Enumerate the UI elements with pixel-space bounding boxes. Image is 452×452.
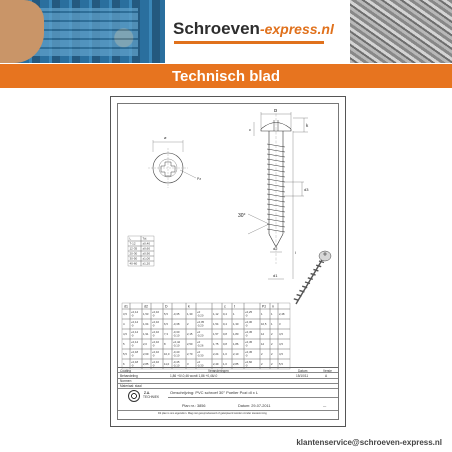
logo-suffix-text: -express.nl: [259, 21, 334, 37]
dimension-table-cell: -0,45: [173, 360, 180, 364]
dimension-table-cell: -0: [131, 363, 134, 368]
dimension-table-cell: -0: [131, 313, 134, 318]
length-table-cell: 7-12: [129, 241, 136, 246]
dimension-table-cell: 2: [271, 362, 273, 366]
dimension-table-cell: -0: [131, 353, 134, 358]
footer-email-link[interactable]: klantenservice@schroeven-express.nl: [296, 438, 442, 447]
dimension-table-cell: -0: [131, 333, 134, 338]
dimension-table-cell: +0,10: [152, 310, 160, 314]
dimension-table-cell: -0,35: [173, 312, 180, 316]
plan-date: Datum: 29-07-2011: [238, 404, 271, 408]
dimension-table-cell: 1,80: [233, 332, 239, 336]
screw-3d-illustration: [294, 251, 331, 304]
dimension-table-cell: 1,91: [143, 332, 149, 336]
dimension-table-cell: -0: [131, 323, 134, 328]
dimension-table-cell: 1,0: [223, 352, 227, 356]
dimension-table-header: D: [165, 304, 168, 309]
dimension-table-cell: 2,10: [233, 352, 239, 356]
head-top-view: [148, 140, 196, 188]
dimension-table-cell: +0,45: [245, 340, 253, 344]
length-table-cell: ±0,40: [142, 241, 150, 246]
dimension-table-cell: +0,18: [131, 350, 139, 354]
dimension-table-cell: -0,10: [173, 343, 180, 348]
length-table-cell: ±1,20: [142, 261, 150, 266]
dimension-table-cell: 3: [279, 322, 281, 326]
dimension-table-cell: -0: [245, 323, 248, 328]
dimension-table-cell: -0: [152, 333, 155, 338]
dimension-table-cell: +0,18: [131, 360, 139, 364]
angle-label: 30°: [238, 213, 246, 219]
dimension-table-cell: 1,30: [233, 322, 239, 326]
dimension-table-cell: -0: [152, 343, 155, 348]
length-table-header: L: [129, 236, 132, 241]
dimension-table-cell: 4: [123, 322, 125, 326]
dimension-table-cell: +0: [197, 310, 201, 314]
title-bar: [0, 64, 452, 88]
dimension-table-cell: 6: [123, 362, 125, 366]
title-block: [118, 367, 338, 419]
dimension-table-header: t: [234, 304, 235, 309]
dimension-table-cell: 2: [261, 362, 263, 366]
dimension-table-cell: 2,48: [279, 312, 285, 316]
dimension-table-cell: 2,15: [187, 332, 193, 336]
treatment-label: Behandeling: [120, 374, 138, 378]
dimension-table-cell: +0: [197, 360, 201, 364]
dimension-table-cell: 10,0: [164, 352, 170, 356]
dimension-table-cell: 1: [271, 312, 273, 316]
dimension-table-cell: 0,8: [223, 332, 227, 336]
dimension-table-cell: 0,8: [223, 342, 227, 346]
dimension-table-cell: 1: [271, 322, 273, 326]
dimension-table-cell: -0,10: [173, 353, 180, 358]
dimension-table-cell: +0,10: [152, 360, 160, 364]
coating-label: Coating: [120, 368, 131, 373]
version-value: A: [325, 374, 328, 378]
dimension-table-cell: 10,5: [261, 322, 267, 326]
dimension-table-cell: -0: [245, 363, 248, 368]
dim-d1-label: d1: [273, 273, 278, 278]
dimension-table-cell: -0,30: [197, 363, 204, 368]
page-title: Technisch blad: [171, 67, 281, 85]
date-label: Datum: [298, 368, 308, 373]
dimension-table-cell: +0,10: [152, 320, 160, 324]
length-table-cell: 20-30: [129, 251, 138, 256]
dimension-table-cell: 1,54: [213, 322, 219, 326]
screw-side-view: [248, 109, 308, 279]
dimension-table-cell: 4,5: [123, 332, 127, 336]
dimension-table-cell: -0,40: [173, 350, 180, 354]
dimension-table-cell: -0: [152, 353, 155, 358]
dimension-table-cell: +0: [197, 340, 201, 344]
dimension-table-cell: 6,5: [164, 322, 168, 326]
dimension-table-cell: +0,45: [245, 330, 253, 334]
dimension-table-cell: 8: [164, 342, 166, 346]
dimension-table-cell: 1,75: [213, 342, 219, 346]
dimension-table-header: Pz: [262, 304, 267, 309]
dimension-table-cell: 2,85: [233, 362, 239, 366]
dimension-table-cell: 1: [261, 312, 263, 316]
dimension-table-cell: -0: [152, 323, 155, 328]
dimension-table-cell: 1,57: [213, 332, 219, 336]
dimension-table-cell: 12: [261, 342, 265, 346]
sheet-number: —: [323, 404, 327, 408]
changes-label: Veranderingen: [208, 368, 229, 373]
dimension-table-cell: 4,5: [279, 342, 283, 346]
dimension-table-cell: 5: [123, 342, 125, 346]
dimension-table-cell: -0: [245, 313, 248, 318]
length-table-cell: 30-50: [129, 256, 138, 261]
dimension-table-cell: +0,10: [152, 340, 160, 344]
dimension-table-cell: 2,50: [187, 342, 193, 346]
dimension-table-header: k: [188, 304, 190, 309]
dimension-table-cell: 1,30: [187, 312, 193, 316]
dimension-table-cell: 3: [187, 362, 189, 366]
description: Omschrijving: PVC schroef 30° Poelier Pozi dl x L: [170, 390, 259, 395]
dim-k-label: k: [306, 123, 309, 128]
dimension-table-cell: -0,20: [197, 333, 204, 338]
dimension-table-cell: 1,64: [143, 322, 149, 326]
dimension-table-cell: +0,10: [152, 330, 160, 334]
dimension-table-cell: +0,30: [245, 320, 253, 324]
dim-l-label: l: [295, 250, 296, 255]
dimension-table-cell: 3,5: [123, 312, 127, 316]
dimension-table-cell: -0,26: [197, 343, 204, 348]
length-tolerance-table: [128, 236, 154, 266]
dimension-table-cell: 1,0: [223, 362, 227, 366]
logo-underline: [174, 41, 324, 44]
dimension-table-cell: +0,60: [245, 360, 253, 364]
dimension-table-cell: 1,12: [213, 312, 219, 316]
logo-main-text: Schroeven: [173, 19, 260, 38]
dimension-table-cell: 7,3: [164, 332, 168, 336]
length-table-cell: ±0,90: [142, 251, 150, 256]
dimension-table-cell: -0,10: [173, 363, 180, 368]
dimension-table-header: n: [272, 304, 274, 309]
dimension-table-cell: 0,4: [223, 312, 227, 316]
dimension-table-cell: 2: [261, 352, 263, 356]
dimension-table-cell: +0,45: [245, 350, 253, 354]
dimension-table-cell: -0,10: [173, 333, 180, 338]
dimension-table-cell: -0,30: [173, 330, 180, 334]
dimension-table-cell: 4,5: [279, 352, 283, 356]
dimension-table-cell: +0,05: [197, 320, 205, 324]
dimension-table-cell: -0: [245, 343, 248, 348]
disclaimer: Dit plan is ons eigendom. Mag niet gereproduceerd of gekopieerd worden zonder toestemming: [158, 412, 267, 415]
dim-d2-label: d2: [273, 246, 278, 251]
dimension-table-cell: -0: [245, 353, 248, 358]
dimension-table-cell: +0,42: [173, 340, 181, 344]
length-table-cell: 12-35: [129, 246, 138, 251]
dim-d3-label: d3: [304, 187, 309, 192]
dimension-table-header: c: [224, 304, 226, 309]
dimension-table-cell: -0,20: [197, 313, 204, 318]
site-logo[interactable]: [173, 19, 334, 41]
drawing-frame: [117, 103, 339, 420]
dimension-table-cell: -0,38: [173, 322, 180, 326]
dimension-table-cell: 2,0: [143, 342, 147, 346]
length-table-cell: ±0,60: [142, 246, 150, 251]
dimension-table-cell: +0: [197, 350, 201, 354]
drawing-sheet: [110, 96, 346, 427]
dimension-table-cell: 2,24: [213, 352, 219, 356]
dimension-table-cell: -0: [152, 363, 155, 368]
dimension-table-cell: 12: [261, 332, 265, 336]
company-logo: [128, 390, 140, 402]
length-table-header: Tol.: [142, 236, 148, 241]
dimension-table-cell: 0,4: [223, 322, 227, 326]
dimension-table-cell: +0,14: [131, 330, 139, 334]
dimension-table-cell: 2,49: [213, 362, 219, 366]
dimension-table-cell: 5,5: [164, 312, 168, 316]
dimension-table-cell: -0: [152, 313, 155, 318]
dimension-table-cell: +0,14: [131, 340, 139, 344]
dimension-table-cell: 4,5: [279, 332, 283, 336]
dimension-table-cell: +0,10: [152, 350, 160, 354]
length-table-cell: 40-60: [129, 261, 138, 266]
dimension-table-header: d1: [124, 304, 128, 309]
dimension-table-cell: 2: [271, 342, 273, 346]
dim-c-label: c: [249, 127, 251, 132]
treatment-value: 1,86 +0/-0,46 wordt 1,86 +0,46/-0: [170, 374, 218, 378]
norm-label: Normen: [120, 379, 132, 383]
length-table-cell: ±1,00: [142, 256, 150, 261]
dimension-table-cell: 5,5: [123, 352, 127, 356]
dimension-table-cell: +0: [197, 330, 201, 334]
dimension-table: [122, 303, 290, 369]
dimension-table-cell: 2: [187, 322, 189, 326]
plan-number: Plan nr.: 3856: [182, 404, 206, 408]
dimension-table-cell: 2,70: [187, 352, 193, 356]
recess-label: Pz: [197, 177, 202, 181]
dimension-table-cell: 2: [271, 352, 273, 356]
header-photo-tools: [0, 0, 165, 63]
dimension-table-cell: 1,86: [233, 342, 239, 346]
header-photo-screws: [350, 0, 452, 63]
dimension-table-cell: +0,14: [131, 310, 139, 314]
dimension-table-cell: 2,69: [143, 352, 149, 356]
dimension-table-cell: 1: [233, 312, 235, 316]
dimension-table-cell: -0,30: [197, 353, 204, 358]
company-sub: TECHNIEK: [143, 395, 160, 399]
dimension-table-cell: 2: [271, 332, 273, 336]
dimension-table-cell: -0: [131, 343, 134, 348]
dimension-table-cell: -0,20: [197, 323, 204, 328]
dimension-table-header: d2: [144, 304, 148, 309]
dimension-table-cell: +0,14: [131, 320, 139, 324]
dim-D-label: D: [274, 108, 278, 113]
dimension-table-cell: +0,25: [245, 310, 253, 314]
dimension-table-cell: 11,0: [164, 362, 170, 366]
dimension-table-cell: 2,85: [143, 362, 149, 366]
version-label: Versie: [323, 368, 332, 373]
material-label: Materiaal: staal: [120, 384, 142, 388]
dimension-table-cell: 1,53: [143, 312, 149, 316]
dimension-table-cell: -0: [245, 333, 248, 338]
company-name: Z.A.: [144, 391, 151, 395]
top-dim-label: ø: [164, 135, 167, 140]
date-value: 15/10/11: [296, 374, 309, 378]
dimension-table-cell: 5,5: [279, 362, 283, 366]
